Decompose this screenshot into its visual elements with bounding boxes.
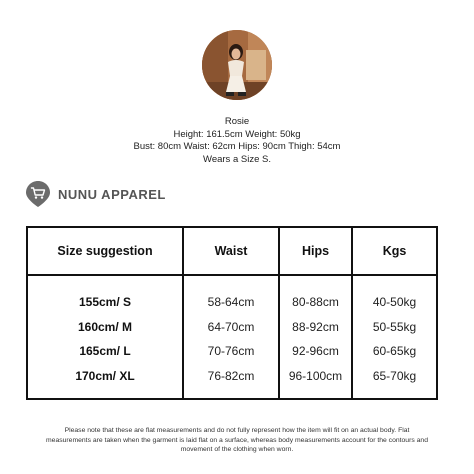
model-avatar: [202, 30, 272, 100]
table-spacer: [27, 275, 437, 289]
header-kgs: Kgs: [352, 227, 437, 275]
size-chart-table: [26, 226, 438, 400]
kgs-cell: 50-55kg: [352, 314, 437, 339]
brand-name: NUNU APPAREL: [58, 186, 166, 202]
size-cell: 165cm/ L: [79, 344, 131, 359]
model-photo-icon: [202, 30, 272, 100]
brand-header: [26, 181, 166, 207]
hips-cell: 96-100cm: [279, 364, 352, 389]
header-waist: Waist: [183, 227, 279, 275]
kgs-cell: 60-65kg: [352, 339, 437, 364]
size-cell: 170cm/ XL: [75, 369, 135, 384]
size-cell: 160cm/ M: [77, 319, 133, 334]
hips-cell: 88-92cm: [279, 314, 352, 339]
table-row: [27, 314, 437, 339]
waist-cell: 58-64cm: [183, 289, 279, 314]
kgs-cell: 40-50kg: [352, 289, 437, 314]
model-measurements: Bust: 80cm Waist: 62cm Hips: 90cm Thigh: 54cm: [133, 141, 341, 152]
table-row: [27, 364, 437, 389]
header-size-suggestion: Size suggestion: [27, 227, 183, 275]
waist-cell: 70-76cm: [183, 339, 279, 364]
model-info: [0, 116, 474, 166]
header-hips: Hips: [279, 227, 352, 275]
model-name: Rosie: [224, 116, 250, 127]
cart-pin-icon: [26, 181, 50, 207]
footnote-line: movement of the clothing when worn.: [180, 446, 294, 453]
table-spacer: [27, 389, 437, 399]
hips-cell: 80-88cm: [279, 289, 352, 314]
hips-cell: 92-96cm: [279, 339, 352, 364]
footnote-line: measurements are taken when the garment is laid flat on a surface, whereas body measurements account for the contours and: [46, 436, 428, 444]
model-height-weight: Height: 161.5cm Weight: 50kg: [173, 128, 301, 140]
table-row: [27, 289, 437, 314]
waist-cell: 76-82cm: [183, 364, 279, 389]
table-header-row: [27, 227, 437, 275]
measurement-footnote: [10, 426, 464, 455]
table-row: [27, 339, 437, 364]
model-size-worn: Wears a Size S.: [203, 153, 271, 165]
kgs-cell: 65-70kg: [352, 364, 437, 389]
waist-cell: 64-70cm: [183, 314, 279, 339]
footnote-line: Please note that these are flat measurements and do not fully represent how the item will fit on an actual body. Flat: [64, 427, 410, 434]
size-cell: 155cm/ S: [78, 294, 132, 309]
